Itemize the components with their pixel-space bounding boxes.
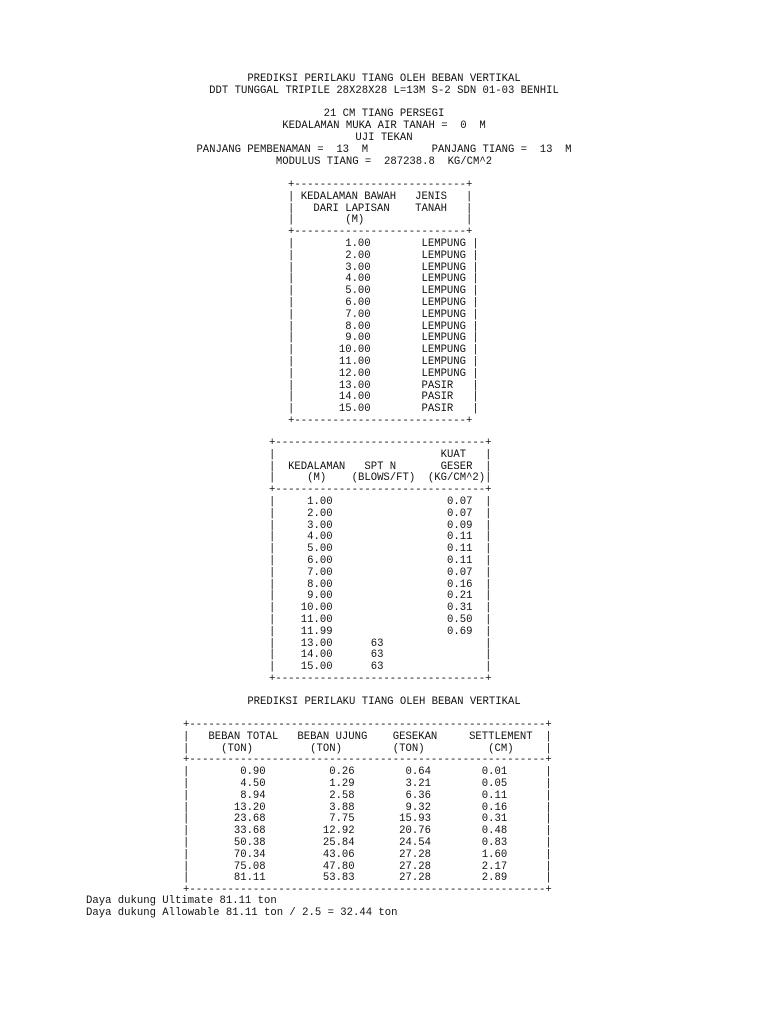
table-row: | 8.00 0.16 | [269, 578, 492, 591]
table-header: | (M) | [288, 214, 473, 227]
table-row: | 2.00 LEMPUNG | [288, 249, 479, 262]
table-row: | 11.00 LEMPUNG | [288, 355, 479, 368]
table-row: | 13.20 3.88 9.32 0.16 | [183, 801, 552, 814]
table-row: | 33.68 12.92 20.76 0.48 | [183, 825, 552, 838]
table-header: | KEDALAMAN BAWAH JENIS | [288, 190, 473, 203]
table-header: | DARI LAPISAN TANAH | [288, 202, 473, 215]
page-title: PREDIKSI PERILAKU TIANG OLEH BEBAN VERTIKAL [247, 73, 521, 85]
allowable-capacity: Daya dukung Allowable 81.11 ton / 2.5 = 32.44 ton [86, 907, 398, 919]
table-row: | 10.00 0.31 | [269, 602, 492, 615]
table-row: | 70.34 43.06 27.28 1.60 | [183, 848, 552, 861]
table-row: | 9.00 LEMPUNG | [288, 332, 479, 345]
load-results-table [183, 720, 552, 897]
pile-lengths: PANJANG PEMBENAMAN = 13 M PANJANG TIANG = 13 M [196, 144, 572, 156]
table-row: | 2.00 0.07 | [269, 507, 492, 520]
table-header: | BEBAN TOTAL BEBAN UJUNG GESEKAN SETTLEMENT | [183, 730, 552, 743]
table-row: | 11.00 0.50 | [269, 613, 492, 626]
table-row: | 10.00 LEMPUNG | [288, 344, 479, 357]
table-header: | KUAT | [269, 448, 492, 461]
table-row: | 7.00 0.07 | [269, 566, 492, 579]
table-border: +---------------------------+ [288, 414, 473, 427]
test-type: UJI TEKAN [355, 132, 413, 144]
table-header: | (TON) (TON) (TON) (CM) | [183, 742, 552, 755]
table-border: +---------------------------------+ [269, 672, 492, 685]
table-row: | 6.00 LEMPUNG | [288, 296, 479, 309]
table-row: | 4.00 0.11 | [269, 531, 492, 544]
table-row: | 14.00 63 | [269, 649, 492, 662]
table-row: | 13.00 63 | [269, 637, 492, 650]
table-border: +--------------------------------------------------------+ [183, 884, 552, 897]
pile-section: 21 CM TIANG PERSEGI [323, 108, 445, 120]
table-row: | 11.99 0.69 | [269, 625, 492, 638]
table-row: | 4.50 1.29 3.21 0.05 | [183, 777, 552, 790]
page-subtitle: DDT TUNGGAL TRIPILE 28X28X28 L=13M S-2 SDN 01-03 BENHIL [209, 85, 559, 97]
table-row: | 12.00 LEMPUNG | [288, 367, 479, 380]
table-row: | 1.00 0.07 | [269, 495, 492, 508]
table-row: | 75.08 47.80 27.28 2.17 | [183, 860, 552, 873]
table-row: | 50.38 25.84 24.54 0.83 | [183, 836, 552, 849]
spt-table [269, 438, 492, 686]
pile-modulus: MODULUS TIANG = 287238.8 KG/CM^2 [275, 156, 493, 168]
table-row: | 9.00 0.21 | [269, 590, 492, 603]
table-row: | 5.00 LEMPUNG | [288, 285, 479, 298]
table-row: | 81.11 53.83 27.28 2.89 | [183, 872, 552, 885]
table-row: | 13.00 PASIR | [288, 379, 479, 392]
ultimate-capacity: Daya dukung Ultimate 81.11 ton [86, 895, 277, 907]
table-row: | 3.00 0.09 | [269, 519, 492, 532]
table-row: | 23.68 7.75 15.93 0.31 | [183, 813, 552, 826]
table-row: | 5.00 0.11 | [269, 543, 492, 556]
table-border: +--------------------------------------------------------+ [183, 754, 552, 767]
water-table-depth: KEDALAMAN MUKA AIR TANAH = 0 M [282, 120, 486, 132]
table-row: | 1.00 LEMPUNG | [288, 237, 479, 250]
table-header: | (M) (BLOWS/FT) (KG/CM^2)| [269, 472, 492, 485]
soil-layer-table [288, 180, 479, 428]
table-row: | 8.94 2.58 6.36 0.11 | [183, 789, 552, 802]
table-row: | 6.00 0.11 | [269, 554, 492, 567]
table-row: | 7.00 LEMPUNG | [288, 308, 479, 321]
table-border: +--------------------------------------------------------+ [183, 719, 552, 731]
results-title: PREDIKSI PERILAKU TIANG OLEH BEBAN VERTIKAL [247, 696, 521, 708]
table-row: | 15.00 63 | [269, 661, 492, 674]
table-border: +---------------------------------+ [269, 437, 492, 449]
table-row: | 8.00 LEMPUNG | [288, 320, 479, 333]
table-border: +---------------------------------+ [269, 484, 492, 497]
table-border: +---------------------------+ [288, 179, 473, 191]
table-row: | 4.00 LEMPUNG | [288, 273, 479, 286]
table-row: | 0.90 0.26 0.64 0.01 | [183, 766, 552, 779]
table-row: | 3.00 LEMPUNG | [288, 261, 479, 274]
table-border: +---------------------------+ [288, 226, 473, 239]
table-row: | 14.00 PASIR | [288, 391, 479, 404]
table-header: | KEDALAMAN SPT N GESER | [269, 460, 492, 473]
table-row: | 15.00 PASIR | [288, 403, 479, 416]
